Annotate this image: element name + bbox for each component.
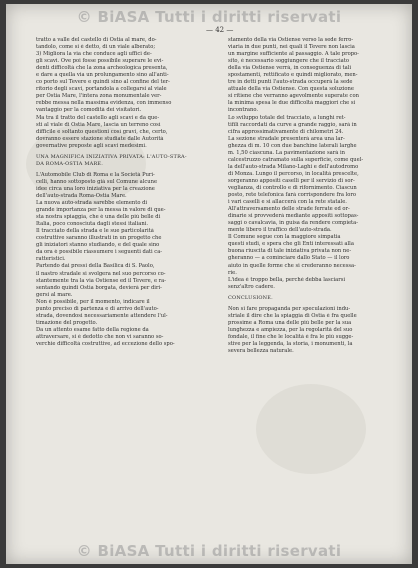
text-line: verchie difficoltà costruttive, ad eccezione dello spo-: [36, 340, 175, 347]
text-line: punto preciso di partenza e di arrivo dell'auto-: [36, 305, 159, 312]
left-column: [36, 37, 204, 348]
text-line: fondale, il fine che le località è fra le più sugge-: [228, 333, 354, 340]
text-line: mente libero il traffico dell'auto-strada.: [228, 227, 332, 234]
text-line: veglianza, di controllo e di rifornimento. Ciascun: [228, 184, 357, 191]
text-line: della via Ostiense verrà, in conseguenza di tali: [228, 65, 352, 72]
text-line: questi studi, e spera che gli Enti interessati alla: [228, 241, 354, 248]
text-line: Non è possibile, per il momento, indicare il: [36, 298, 150, 305]
text-line: gli scavi. Ove poi fosse possibile superare le evi-: [36, 58, 164, 65]
text-line: difficile e soltanto questioni così gravi, che, certo,: [36, 128, 168, 135]
text-line: sentando quindi Ostia borgata, devierà per diri-: [36, 284, 162, 291]
text-line: stantemente tra la via Ostiense ed il Tevere, e ra-: [36, 277, 166, 284]
right-column: [228, 37, 396, 355]
text-line: rie.: [228, 269, 237, 276]
text-line: Da un attento esame fatto della regione da: [36, 326, 149, 333]
text-line: 3) Migliora la via che conduce agli uffici de-: [36, 51, 152, 58]
text-line: gheranno — a cominciare dallo Stato — il loro: [228, 255, 350, 262]
text-line: timazione del progetto.: [36, 319, 98, 326]
text-line: L'Automobile Club di Roma e la Società Puri-: [36, 171, 155, 178]
text-line: sorgeranno appositi caselli per il servizio di sor-: [228, 177, 355, 184]
text-line: severa bellezza naturale.: [228, 348, 294, 355]
text-line: Non si fare propaganda per speculazioni indu-: [228, 305, 351, 312]
text-line: gersi al mare.: [36, 291, 73, 298]
text-line: La nuova auto-strada sarebbe elemento di: [36, 200, 148, 207]
text-line: attraversare, si è dedotto che non vi saranno so-: [36, 333, 164, 340]
text-line: All'attraversamento delle strade ferrate ed or-: [228, 206, 350, 213]
text-line: dovranno essere stazione studiate dalle Autorità: [36, 135, 164, 142]
text-line: il nastro stradale si svolgera nel suo percorso co-: [36, 270, 166, 277]
text-line: tratto a valle del castello di Ostia al mare, do-: [36, 37, 157, 43]
text-line: Il Comune segue con la maggiore simpatia: [228, 234, 341, 241]
section-heading: CONCLUSIONE.: [228, 294, 273, 301]
text-line: stive per la leggenda, la storia, i monumenti, la: [228, 340, 353, 347]
text-line: viaria in due punti, nei quali il Tevere non lascia: [228, 44, 355, 51]
text-line: strada, dovendosi necessariamente attendere l'ul-: [36, 312, 168, 319]
text-line: costruttive saranno illustrati in un progetto che: [36, 235, 162, 242]
text-line: Ma tra il tratto del castello agli scavi e da que-: [36, 114, 160, 121]
paper-stain: [256, 384, 366, 474]
text-line: denti difficoltà che la zona archeologica presenta,: [36, 65, 168, 72]
text-line: la minima spesa le due difficoltà maggiori che si: [228, 100, 356, 107]
text-line: tre in detti punti l'auto-strada occuperà la sede: [228, 79, 353, 86]
text-line: dinarie si provvederà mediante appositi sottopas-: [228, 213, 359, 220]
text-line: m. 1,50 ciascuna. La pavimentazione sarà in: [228, 149, 345, 156]
page-number: — 42 —: [206, 26, 234, 34]
text-line: Partendo dai pressi della Basilica di S. Paolo,: [36, 263, 155, 270]
text-line: governative preposte agli scavi medesimi.: [36, 142, 147, 149]
text-line: celli, hanno sottoposto già sul Comune alcune: [36, 178, 158, 185]
text-line: lunghezza e ampiezza, per la regolarità del suo: [228, 326, 353, 333]
text-line: sta nostra spiaggia, che è una delle più belle di: [36, 214, 161, 221]
text-line: senz'altro cadere.: [228, 283, 275, 290]
watermark-top: © BiASA Tutti i diritti riservati: [76, 8, 342, 26]
section-heading: DA ROMA-OSTIA MARE.: [36, 160, 104, 167]
text-line: stamento della via Ostiense verso la sede ferro-: [228, 37, 354, 43]
text-line: e dare a quella via un prolungamento sino all'anti-: [36, 72, 169, 79]
text-line: tandolo, come si è detto, di un viale alberato;: [36, 44, 156, 51]
text-line: La sezione stradale presenterà area una lar-: [228, 135, 345, 142]
text-line: aiuto in quelle forme che si crederanno necessa-: [228, 262, 356, 269]
text-line: per Ostia Mare, l'intera zona monumentale ver-: [36, 93, 162, 100]
text-line: L'idea è troppo bella, perché debba lasciarsi: [228, 276, 346, 283]
text-line: grande importanza per la messa in valore di que-: [36, 207, 166, 214]
text-line: la dell'auto-strada Milano-Laghi e dell'autodromo: [228, 163, 359, 170]
text-line: si ritiene che verranno agevolmente superate con: [228, 93, 359, 100]
text-line: buona riuscita di tale iniziativa privata non ne-: [228, 248, 352, 255]
text-line: Italia, poco conosciuta dagli stessi italiani.: [36, 221, 148, 228]
text-line: posto, rete telefonica farà corrispondere fra loro: [228, 192, 356, 199]
text-line: striale il dire che la spiaggia di Ostia è fra quelle: [228, 312, 357, 319]
text-line: un margine sufficiente al passaggio. A tale propo-: [228, 51, 359, 58]
text-line: incontrano.: [228, 107, 259, 114]
text-line: attuale della via Ostiense. Con questa soluzione: [228, 86, 354, 93]
text-line: idee circa una loro iniziativa per la creazione: [36, 185, 155, 192]
text-line: rebbe messa nella massima evidenza, con immenso: [36, 100, 172, 107]
text-line: cifra approssimativamente di chilometri 24.: [228, 128, 344, 135]
text-line: ratteristici.: [36, 256, 66, 263]
text-line: tifili raccordati da curve a grande raggio, sarà in: [228, 121, 357, 128]
text-line: dell'auto-strada Roma-Ostia Mare.: [36, 192, 127, 199]
text-line: Il tracciato della strada e le sue particolarità: [36, 228, 154, 235]
text-line: sti al viale di Ostia Mare, lascia un terreno così: [36, 121, 161, 128]
section-heading: UNA MAGNIFICA INIZIATIVA PRIVATA: L'AUTO-STRA-: [36, 153, 187, 160]
text-line: vantaggio per la comodità dei visitatori.: [36, 107, 142, 114]
text-line: ghezza di m. 10 con due banchine laterali larghe: [228, 142, 357, 149]
text-line: i vari caselli e si allaccerà con la rete statale.: [228, 199, 347, 206]
text-line: calcestruzzo catramato sulla superficie, come quel-: [228, 156, 364, 163]
document-page: [6, 4, 412, 564]
text-line: Lo sviluppo totale del tracciato, a lunghi ret-: [228, 114, 346, 121]
text-line: gli iniziatori stanno studiando, e del quale sino: [36, 242, 160, 249]
text-line: sito, è necessario soggiungere che il tracciato: [228, 58, 349, 65]
text-line: da ora è possibile riassumere i seguenti dati ca-: [36, 249, 163, 256]
text-line: spostamenti, rettificato e quindi migliorato, men-: [228, 72, 358, 79]
text-line: prossime a Roma una delle più belle per la sua: [228, 319, 352, 326]
text-line: di Monza. Lungo il percorso, in località prescelte,: [228, 170, 359, 177]
watermark-bottom: © BiASA Tutti i diritti riservati: [76, 542, 342, 560]
text-line: ritorio degli scavi, portandola a collegarsi al viale: [36, 86, 167, 93]
text-line: co porto sul Tevere e quindi sino al confine del ter-: [36, 79, 170, 86]
text-line: saggi o cavalcavia, in guisa da rendere compieta-: [228, 220, 358, 227]
